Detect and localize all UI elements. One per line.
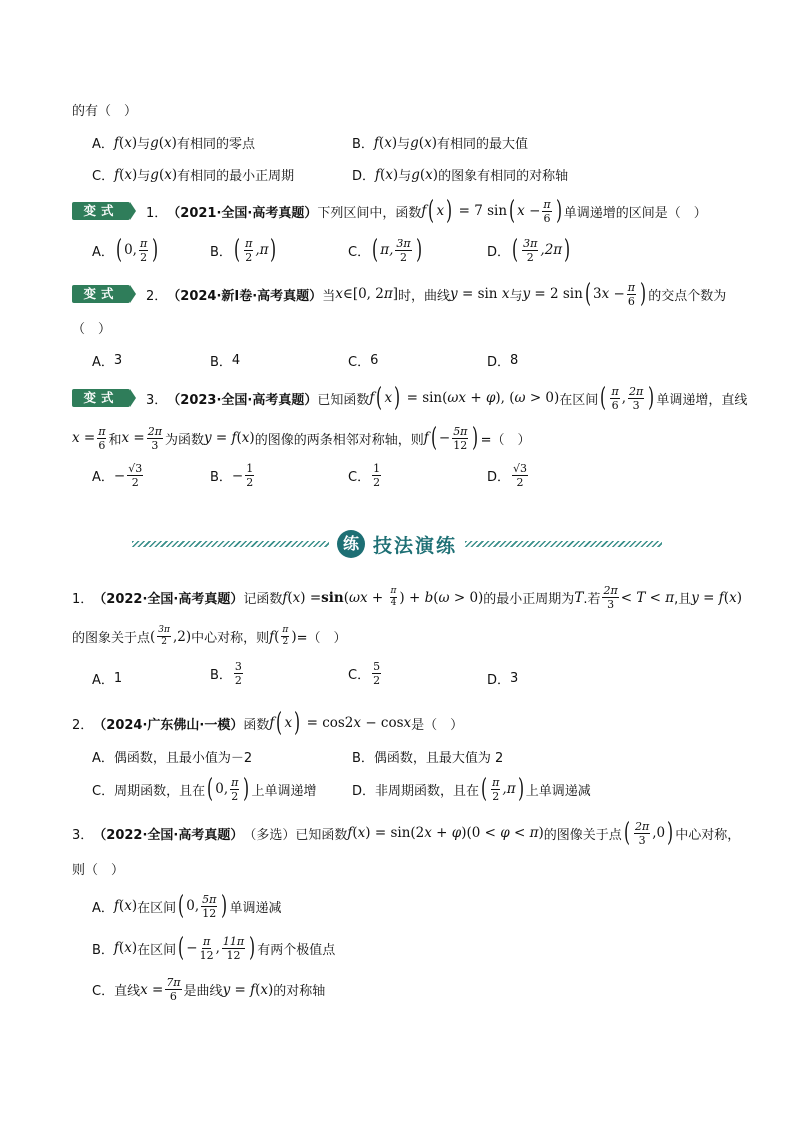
section-header: [132, 528, 662, 560]
v3-option-c[interactable]: C． $\frac{1}{2}$: [348, 462, 381, 489]
v1-option-c[interactable]: C． ( π, $\frac{3\pi}{2}$ ): [348, 235, 422, 265]
p1-option-c[interactable]: C． $\frac{5}{2}$: [348, 660, 381, 687]
variant-2: 变式 2． （2024·新Ⅰ卷·高考真题） 当 x ∈[0, 2 π ] 时，曲线 y = sin x 与 y = 2 sin ( 3 x − $\frac{\pi}{6}$ ) 的交点个数为: [72, 281, 726, 307]
variant-1: 变式 1． （2021·全国·高考真题） 下列区间中，函数 f ( x ) = 7 sin ( x − $\frac{\pi}{6}$ ) 单调递增的区间是（ ）: [72, 198, 707, 224]
p1-option-d[interactable]: D． 3: [487, 671, 519, 688]
variant-3: 变式 3． （2023·全国·高考真题） 已知函数 f ( x ) = sin( ωx + φ ), ( ω > 0) 在区间 ( $\frac{\pi}{6}$ , $\frac{2\pi}{3}$ ) 单调递增，直线: [72, 385, 747, 411]
v2-option-b[interactable]: B． 4: [210, 353, 241, 370]
v3-option-a[interactable]: A． − $\frac{√3}{2}$: [92, 462, 143, 489]
v2-option-a[interactable]: A． 3: [92, 353, 123, 370]
p3-option-a[interactable]: A． f ( x ) 在区间 ( 0, $\frac{5\pi}{12}$ ) 单调递减: [92, 891, 282, 921]
p3-option-b[interactable]: B． f ( x ) 在区间 ( − $\frac{\pi}{12}$ , $\frac{11\pi}{12}$ ) 有两个极值点: [92, 933, 336, 963]
intro-text: 的有（ ）: [72, 104, 138, 119]
v2-option-c[interactable]: C． 6: [348, 353, 379, 370]
v3-option-b[interactable]: B． − $\frac{1}{2}$: [210, 462, 254, 489]
p2-option-d[interactable]: D．非周期函数，且在 ( $\frac{\pi}{2}$ ,π ) 上单调递减: [352, 774, 591, 804]
variant-3-line2: x = $\frac{\pi}{6}$ 和 x = $\frac{2\pi}{3}$ 为函数 y = f ( x ) 的图像的两条相邻对称轴，则 f ( − $\frac{5\pi}{12}$ ) =（ ）: [72, 423, 531, 453]
hatch-left-decoration: [132, 541, 329, 547]
practice-icon: 练: [337, 530, 365, 558]
v2-paren: （ ）: [72, 322, 112, 337]
option-b[interactable]: B． f ( x ) 与 g ( x ) 有相同的最大值: [352, 134, 528, 152]
hatch-right-decoration: [465, 541, 662, 547]
practice-3-line2: 则（ ）: [72, 863, 125, 878]
p1-option-a[interactable]: A． 1: [92, 671, 123, 688]
v1-option-d[interactable]: D． ( $\frac{3\pi}{2}$ ,2π ): [487, 235, 571, 265]
option-c[interactable]: C． f ( x ) 与 g ( x ) 有相同的最小正周期: [92, 166, 295, 184]
v2-option-d[interactable]: D． 8: [487, 353, 519, 370]
v1-option-b[interactable]: B． ( $\frac{\pi}{2}$ ,π ): [210, 235, 277, 265]
p2-option-c[interactable]: C．周期函数，且在 ( 0, $\frac{\pi}{2}$ ) 上单调递增: [92, 774, 317, 804]
practice-1-line2: 的图象关于点 ( $\frac{3\pi}{2}$ ,2) 中心对称，则 f ( $\frac{\pi}{2}$ ) =（ ）: [72, 625, 347, 647]
practice-2: 2． （2024·广东佛山·一模） 函数 f ( x ) = cos2 x − cos x 是（ ）: [72, 708, 464, 738]
p3-option-c[interactable]: C．直线 x = $\frac{7\pi}{6}$ 是曲线 y = f ( x ) 的对称轴: [92, 976, 326, 1003]
p1-option-b[interactable]: B． $\frac{3}{2}$: [210, 660, 242, 687]
practice-3: 3． （2022·全国·高考真题） （多选） 已知函数 f ( x ) = sin(2 x + φ )(0 < φ < π ) 的图像关于点 ( $\frac{2\pi}{3}$ ,0 ) 中心对称，: [72, 818, 741, 848]
practice-1: 1． （2022·全国·高考真题） 记函数 f ( x ) = sin ( ωx + $\frac{\pi}{4}$ ) + b ( ω > 0) 的最小正周期为 T .若 $\frac{2\pi}{3}$ < T < π ,且 y = f ( x ): [72, 584, 742, 611]
v3-option-d[interactable]: D． $\frac{√3}{2}$: [487, 462, 528, 489]
option-a[interactable]: A． f ( x ) 与 g ( x ) 有相同的零点: [92, 134, 255, 152]
section-title: 技法演练: [373, 534, 458, 557]
v1-option-a[interactable]: A． ( 0, $\frac{\pi}{2}$ ): [92, 235, 159, 265]
p2-option-b[interactable]: B．偶函数，且最大值为 2: [352, 751, 504, 766]
option-d[interactable]: D． f ( x ) 与 g ( x ) 的图象有相同的对称轴: [352, 166, 569, 184]
variant-badge: 变式: [72, 202, 130, 220]
p2-option-a[interactable]: A．偶函数，且最小值为－2: [92, 751, 253, 766]
